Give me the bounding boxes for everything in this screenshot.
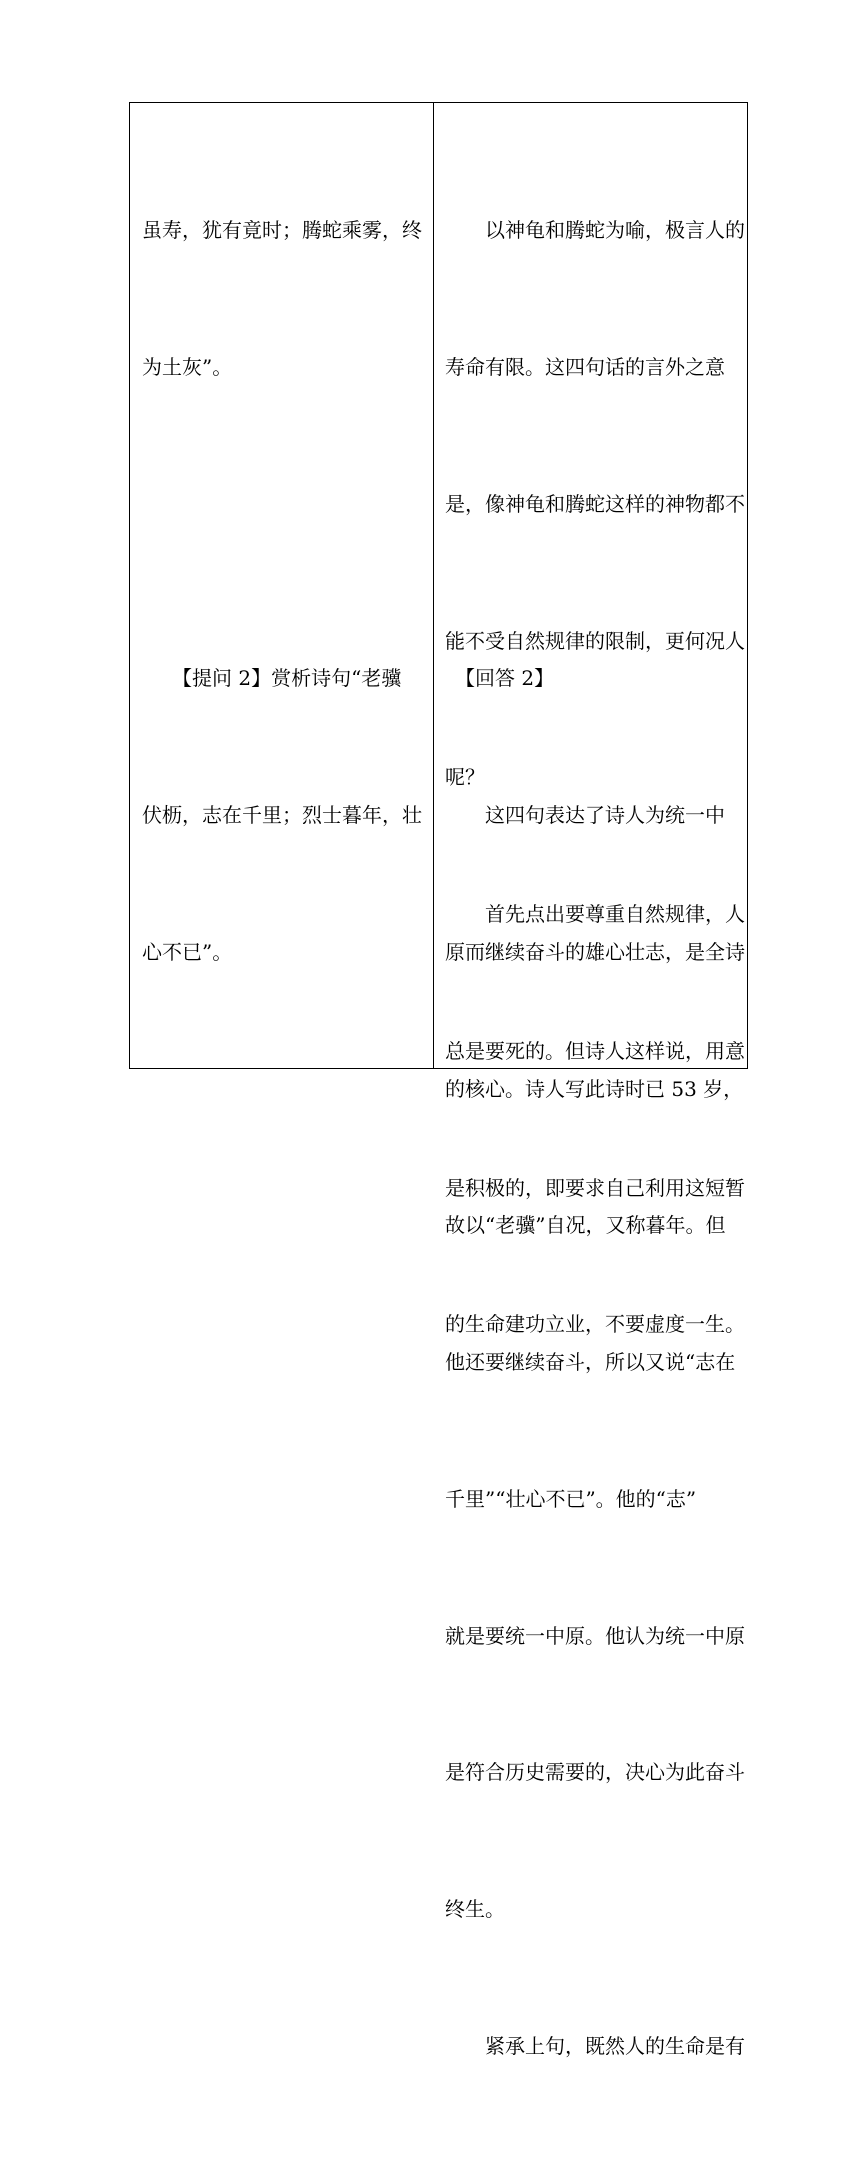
document-table (129, 102, 748, 2058)
text-line: 虽寿，犹有竟时；腾蛇乘雾，终 (142, 218, 422, 243)
text-line: 的生命建功立业，不要虚度一生。 (445, 1312, 745, 1337)
column-divider (433, 103, 434, 1068)
text-line: 就是要统一中原。他认为统一中原 (445, 1623, 745, 1648)
text-line: 紧承上句，既然人的生命是有 (445, 2034, 745, 2058)
text-line: 心不已”。 (142, 939, 233, 964)
text-line: 的核心。诗人写此诗时已 53 岁， (445, 1076, 744, 1101)
text-line: 总是要死的。但诗人这样说，用意 (445, 1038, 745, 1063)
text-line: 是积极的，即要求自己利用这短暂 (445, 1175, 745, 1200)
text-line: 【回答 2】 (445, 666, 555, 691)
text-line: 以神龟和腾蛇为喻，极言人的 (445, 218, 745, 243)
text-line: 是符合历史需要的，决心为此奋斗 (445, 1760, 745, 1785)
text-line: 千里”“壮心不已”。他的“志” (445, 1486, 697, 1511)
text-line: 能不受自然规律的限制，更何况人 (445, 628, 745, 653)
text-line: 他还要继续奋斗，所以又说“志在 (445, 1350, 736, 1375)
text-line: 寿命有限。这四句话的言外之意 (445, 354, 725, 379)
text-line: 这四句表达了诗人为统一中 (445, 802, 725, 827)
text-line: 原而继续奋斗的雄心壮志，是全诗 (445, 939, 745, 964)
text-line: 伏枥，志在千里；烈士暮年，壮 (142, 802, 422, 827)
left-cell-block-2 (142, 565, 429, 1067)
right-cell-block-2 (445, 565, 743, 2161)
text-line: 为土灰”。 (142, 354, 233, 379)
text-line: 首先点出要尊重自然规律，人 (445, 902, 745, 927)
text-line: 呢？ (445, 765, 485, 790)
text-line: 终生。 (445, 1897, 505, 1922)
text-line: 故以“老骥”自况，又称暮年。但 (445, 1213, 726, 1238)
left-cell-block-1 (142, 117, 429, 482)
text-line: 是，像神龟和腾蛇这样的神物都不 (445, 491, 745, 516)
text-line: 【提问 2】赏析诗句“老骥 (142, 666, 402, 691)
